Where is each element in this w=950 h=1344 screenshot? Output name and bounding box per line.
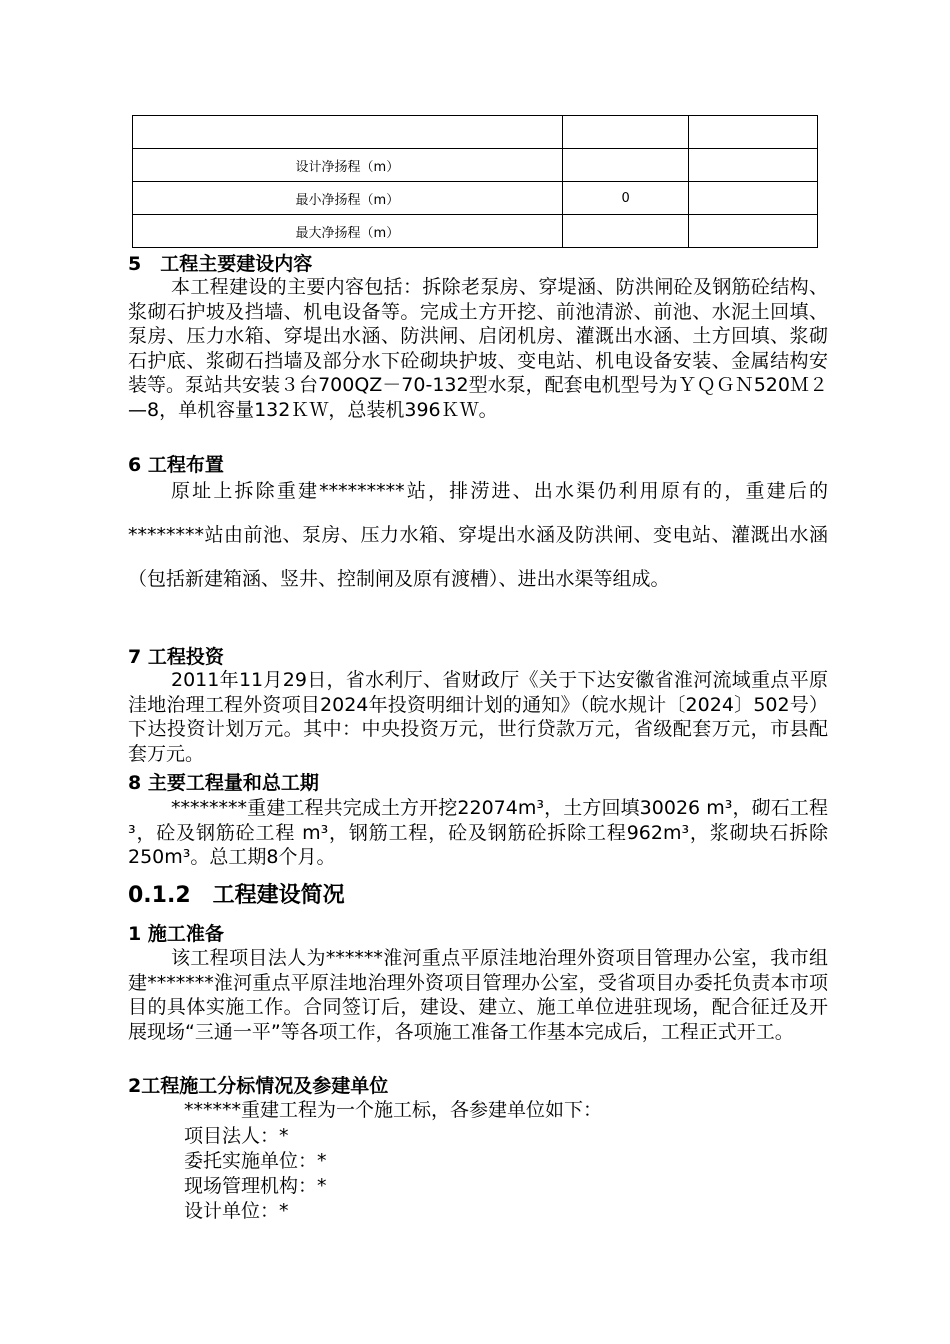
table-row (133, 149, 818, 182)
paragraph-layout: 原址上拆除重建*********站，排涝进、出水渠仍利用原有的，重建后的********站由前池、泵房、压力水箱、穿堤出水涵及防洪闸、变电站、灌溉出水涵（包括新建箱涵、竖井、控制闸及原有渡槽）、进出水渠等组成。 (128, 480, 828, 590)
heading-construction-content: 5 工程主要建设内容 (128, 253, 313, 275)
paragraph-investment: 2011年11月29日，省水利厅、省财政厅《关于下达安徽省淮河流域重点平原洼地治理工程外资项目2024年投资明细计划的通知》（皖水规计〔2024〕502号）下达投资计划万元。其中：中央投资万元，世行贷款万元，省级配套万元，市县配套万元。 (128, 669, 828, 765)
heading-investment: 7 工程投资 (128, 646, 224, 668)
list-item: 委托实施单位：* (184, 1150, 327, 1172)
table-cell-label: 最小净扬程（m） (133, 182, 563, 215)
heading-preparation: 1 施工准备 (128, 923, 224, 945)
table-cell-extra (689, 149, 818, 182)
table-cell-value: 0 (562, 182, 689, 215)
paragraph-preparation: 该工程项目法人为******淮河重点平原洼地治理外资项目管理办公室，我市组建*******淮河重点平原洼地治理外资项目管理办公室，受省项目办委托负责本市项目的具体实施工作。合同签订后，建设、建立、施工单位进驻现场，配合征迁及开展现场“三通一平”等各项工作，各项施工准备工作基本完成后，工程正式开工。 (128, 947, 828, 1043)
table-row (133, 215, 818, 248)
list-item: ******重建工程为一个施工标，各参建单位如下： (184, 1099, 603, 1121)
section-title: 0.1.2 工程建设简况 (128, 883, 345, 908)
pump-parameter-table (132, 115, 818, 248)
heading-quantities: 8 主要工程量和总工期 (128, 772, 319, 794)
list-item: 设计单位：* (184, 1200, 289, 1222)
table-cell-value (562, 116, 689, 149)
table-cell-label: 最大净扬程（m） (133, 215, 563, 248)
table-cell-extra (689, 215, 818, 248)
paragraph-quantities: ********重建工程共完成土方开挖22074m³，土方回填30026 m³，砌石工程³，砼及钢筋砼工程 m³，钢筋工程，砼及钢筋砼拆除工程962m³，浆砌块石拆除250m³。总工期8个月。 (128, 797, 828, 868)
list-item: 现场管理机构：* (184, 1175, 327, 1197)
table-row (133, 182, 818, 215)
table-cell-label: 设计净扬程（m） (133, 149, 563, 182)
heading-layout: 6 工程布置 (128, 454, 224, 476)
table-cell-label (133, 116, 563, 149)
heading-contract-units: 2工程施工分标情况及参建单位 (128, 1075, 389, 1097)
table-cell-extra (689, 182, 818, 215)
paragraph-construction-content: 本工程建设的主要内容包括：拆除老泵房、穿堤涵、防洪闸砼及钢筋砼结构、浆砌石护坡及挡墙、机电设备等。完成土方开挖、前池清淤、前池、水泥土回填、泵房、压力水箱、穿堤出水涵、防洪闸、启闭机房、灌溉出水涵、土方回填、浆砌石护底、浆砌石挡墙及部分水下砼砌块护坡、变电站、机电设备安装、金属结构安装等。泵站共安装３台700QZ－70-132型水泵，配套电机型号为ＹＱＧＮ520Ｍ２—8，单机容量132ＫＷ，总装机396ＫＷ。 (128, 276, 828, 421)
table-row (133, 116, 818, 149)
table-cell-extra (689, 116, 818, 149)
list-item: 项目法人：* (184, 1125, 289, 1147)
table-cell-value (562, 149, 689, 182)
table-cell-value (562, 215, 689, 248)
